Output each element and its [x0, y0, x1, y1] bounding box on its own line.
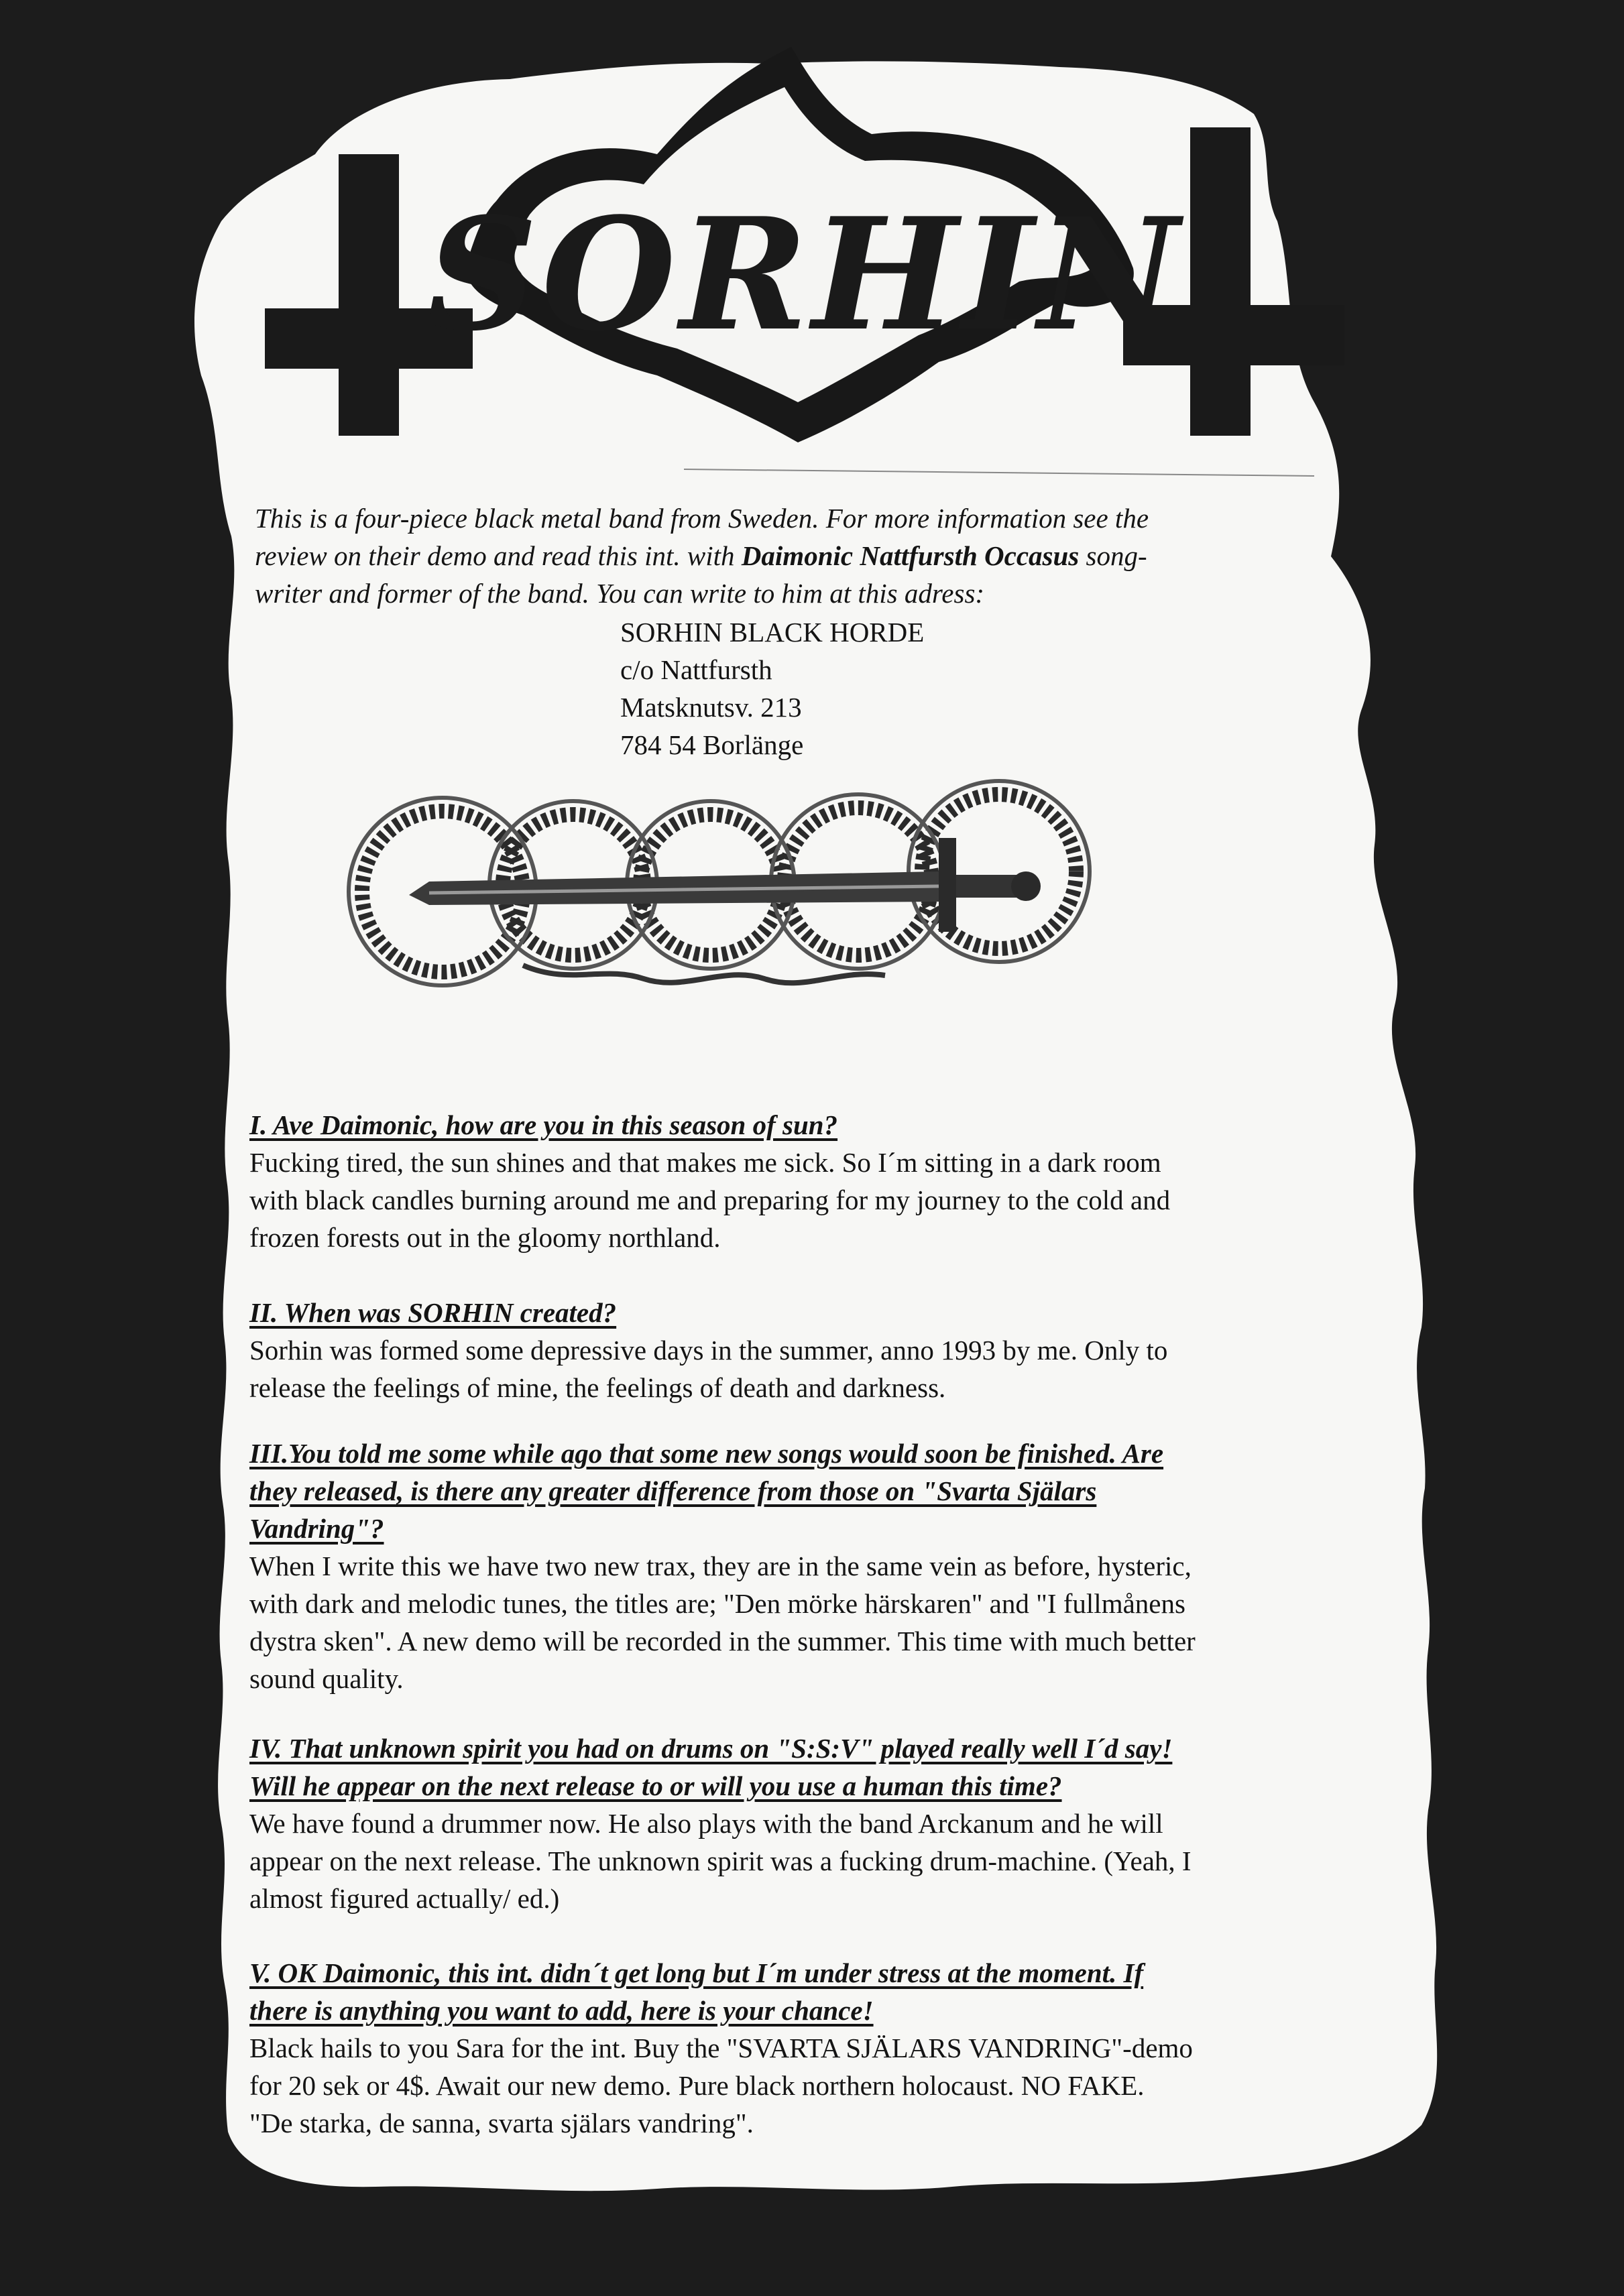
intro-line-2: review on their demo and read this int. with Daimonic Nattfursth Occasus song- [255, 540, 1147, 571]
address-line: 784 54 Borlänge [620, 729, 804, 760]
divider-line [684, 469, 1314, 476]
band-logo [426, 47, 1184, 442]
answer-3-line: with dark and melodic tunes, the titles are; "Den mörke härskaren" and "I fullmånens [249, 1588, 1185, 1619]
answer-5-line: Black hails to you Sara for the int. Buy the "SVARTA SJÄLARS VANDRING"-demo [249, 2033, 1193, 2063]
answer-5-line: for 20 sek or 4$. Await our new demo. Pure black northern holocaust. NO FAKE. [249, 2070, 1145, 2101]
answer-1-line: frozen forests out in the gloomy northland. [249, 1222, 721, 1253]
answer-5-line: "De starka, de sanna, svarta själars vandring". [249, 2108, 754, 2138]
answer-4-line: We have found a drummer now. He also plays with the band Arckanum and he will [249, 1808, 1163, 1839]
member-name: Daimonic Nattfursth Occasus [741, 540, 1080, 571]
question-3-line: Vandring"? [249, 1513, 384, 1544]
intro-line-1: This is a four-piece black metal band from Sweden. For more information see the [255, 503, 1149, 534]
intro-line-3: writer and former of the band. You can write to him at this adress: [255, 578, 985, 609]
answer-3-line: dystra sken". A new demo will be recorded in the summer. This time with much better [249, 1626, 1196, 1656]
qa-4 [249, 1730, 1423, 1917]
answer-4-line: almost figured actually/ ed.) [249, 1883, 560, 1914]
intro-paragraph [255, 499, 1395, 612]
question-4-line: IV. That unknown spirit you had on drums on "S:S:V" played really well I´d say! [249, 1733, 1173, 1764]
address-line: Matsknutsv. 213 [620, 692, 802, 723]
answer-4-line: appear on the next release. The unknown spirit was a fucking drum-machine. (Yeah, I [249, 1846, 1192, 1876]
question-3-line: they released, is there any greater difference from those on "Svarta Själars [249, 1475, 1097, 1506]
qa-1 [249, 1106, 1423, 1256]
answer-3-line: sound quality. [249, 1663, 404, 1694]
address-line: SORHIN BLACK HORDE [620, 617, 925, 648]
answer-3-line: When I write this we have two new trax, they are in the same vein as before, hysteric, [249, 1551, 1192, 1581]
qa-2 [249, 1294, 1423, 1406]
answer-1-line: with black candles burning around me and preparing for my journey to the cold and [249, 1185, 1171, 1215]
question-1: I. Ave Daimonic, how are you in this season of sun? [249, 1109, 838, 1140]
answer-2-line: release the feelings of mine, the feelings of death and darkness. [249, 1372, 946, 1403]
qa-3 [249, 1435, 1423, 1697]
answer-1-line: Fucking tired, the sun shines and that makes me sick. So I´m sitting in a dark room [249, 1147, 1161, 1178]
question-2: II. When was SORHIN created? [249, 1297, 617, 1328]
question-4-line: Will he appear on the next release to or will you use a human this time? [249, 1770, 1062, 1801]
sword-wreath-ornament [349, 781, 1090, 985]
contact-address [620, 613, 1224, 764]
qa-5 [249, 1954, 1423, 2142]
question-3-line: III.You told me some while ago that some new songs would soon be finished. Are [249, 1438, 1164, 1469]
logo-text: SORHIN [426, 184, 1183, 365]
question-5-line: there is anything you want to add, here is your chance! [249, 1995, 874, 2026]
address-line: c/o Nattfursth [620, 654, 772, 685]
answer-2-line: Sorhin was formed some depressive days in the summer, anno 1993 by me. Only to [249, 1335, 1168, 1366]
question-5-line: V. OK Daimonic, this int. didn´t get long but I´m under stress at the moment. If [249, 1957, 1144, 1988]
